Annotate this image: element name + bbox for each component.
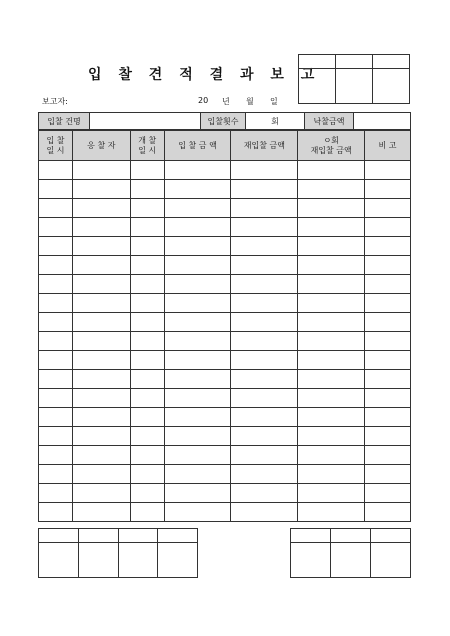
- table-cell[interactable]: [365, 237, 411, 256]
- bid-item-value[interactable]: [90, 113, 201, 130]
- table-cell[interactable]: [298, 446, 365, 465]
- table-cell[interactable]: [39, 446, 73, 465]
- approval-box-bottom-left: [38, 528, 198, 578]
- table-cell[interactable]: [39, 503, 73, 522]
- table-cell[interactable]: [365, 408, 411, 427]
- table-cell[interactable]: [72, 199, 130, 218]
- approval-cell: [291, 529, 331, 543]
- table-cell[interactable]: [72, 332, 130, 351]
- table-cell[interactable]: [231, 465, 298, 484]
- table-cell[interactable]: [164, 218, 231, 237]
- table-cell[interactable]: [164, 446, 231, 465]
- table-cell[interactable]: [164, 427, 231, 446]
- table-cell[interactable]: [72, 180, 130, 199]
- table-cell[interactable]: [130, 389, 164, 408]
- table-row: [39, 256, 411, 275]
- table-cell[interactable]: [130, 332, 164, 351]
- table-cell[interactable]: [130, 180, 164, 199]
- table-row: [39, 484, 411, 503]
- date-day-label: 일: [270, 97, 278, 106]
- approval-cell: [158, 543, 198, 578]
- table-cell[interactable]: [72, 465, 130, 484]
- table-cell[interactable]: [164, 313, 231, 332]
- table-row: [39, 237, 411, 256]
- table-row: [39, 503, 411, 522]
- table-cell[interactable]: [365, 427, 411, 446]
- table-cell[interactable]: [130, 351, 164, 370]
- table-cell[interactable]: [298, 332, 365, 351]
- table-cell[interactable]: [164, 408, 231, 427]
- table-cell[interactable]: [72, 351, 130, 370]
- table-cell[interactable]: [130, 427, 164, 446]
- table-cell[interactable]: [130, 218, 164, 237]
- table-row: [39, 370, 411, 389]
- date-year-label: 년: [222, 97, 230, 106]
- approval-cell: [331, 543, 371, 578]
- table-cell[interactable]: [72, 313, 130, 332]
- table-cell[interactable]: [298, 408, 365, 427]
- approval-cell: [39, 543, 79, 578]
- table-row: [39, 161, 411, 180]
- column-header: 입 찰 일 시: [39, 131, 73, 161]
- date-year-prefix: 20: [198, 96, 209, 105]
- table-cell[interactable]: [231, 294, 298, 313]
- table-row: [39, 180, 411, 199]
- table-cell[interactable]: [231, 370, 298, 389]
- table-cell[interactable]: [365, 199, 411, 218]
- column-header: 비 고: [365, 131, 411, 161]
- table-cell[interactable]: [298, 294, 365, 313]
- table-cell[interactable]: [365, 389, 411, 408]
- table-cell[interactable]: [130, 465, 164, 484]
- table-cell[interactable]: [72, 275, 130, 294]
- table-body: [39, 161, 411, 522]
- table-cell[interactable]: [39, 161, 73, 180]
- approval-cell: [158, 529, 198, 543]
- table-cell[interactable]: [298, 256, 365, 275]
- table-cell[interactable]: [365, 503, 411, 522]
- table-cell[interactable]: [298, 389, 365, 408]
- table-cell[interactable]: [298, 351, 365, 370]
- column-header: ㅇ회 재입찰 금액: [298, 131, 365, 161]
- column-header: 재입찰 금액: [231, 131, 298, 161]
- table-cell[interactable]: [231, 218, 298, 237]
- document-title: 입 찰 견 적 결 과 보 고: [88, 67, 321, 83]
- table-cell[interactable]: [72, 370, 130, 389]
- table-cell[interactable]: [39, 294, 73, 313]
- approval-cell: [371, 529, 411, 543]
- column-header: 응 찰 자: [72, 131, 130, 161]
- table-cell[interactable]: [298, 199, 365, 218]
- approval-cell: [371, 543, 411, 578]
- table-cell[interactable]: [164, 465, 231, 484]
- table-cell[interactable]: [39, 275, 73, 294]
- table-cell[interactable]: [130, 408, 164, 427]
- table-cell[interactable]: [72, 256, 130, 275]
- table-cell[interactable]: [365, 465, 411, 484]
- table-cell[interactable]: [298, 503, 365, 522]
- reporter-label: 보고자:: [42, 97, 68, 106]
- table-cell[interactable]: [365, 332, 411, 351]
- table-cell[interactable]: [298, 427, 365, 446]
- table-cell[interactable]: [164, 199, 231, 218]
- table-cell[interactable]: [39, 484, 73, 503]
- table-row: [39, 351, 411, 370]
- table-cell[interactable]: [130, 161, 164, 180]
- table-cell[interactable]: [365, 218, 411, 237]
- table-cell[interactable]: [72, 237, 130, 256]
- table-cell[interactable]: [365, 161, 411, 180]
- column-header: 입 찰 금 액: [164, 131, 231, 161]
- table-cell[interactable]: [164, 389, 231, 408]
- table-cell[interactable]: [298, 370, 365, 389]
- table-cell[interactable]: [130, 503, 164, 522]
- table-cell[interactable]: [164, 484, 231, 503]
- table-row: [39, 275, 411, 294]
- winning-amount-value[interactable]: [354, 113, 411, 130]
- table-cell[interactable]: [39, 180, 73, 199]
- table-cell[interactable]: [365, 313, 411, 332]
- table-cell[interactable]: [39, 351, 73, 370]
- table-cell[interactable]: [365, 275, 411, 294]
- table-cell[interactable]: [298, 465, 365, 484]
- table-cell[interactable]: [130, 237, 164, 256]
- date-month-label: 월: [246, 97, 254, 106]
- approval-cell: [118, 529, 158, 543]
- table-row: [39, 218, 411, 237]
- table-cell[interactable]: [164, 351, 231, 370]
- table-cell[interactable]: [231, 161, 298, 180]
- table-cell[interactable]: [72, 389, 130, 408]
- approval-box-bottom-right: [290, 528, 411, 578]
- table-row: [39, 427, 411, 446]
- table-cell[interactable]: [72, 503, 130, 522]
- table-cell[interactable]: [231, 256, 298, 275]
- table-cell[interactable]: [231, 408, 298, 427]
- table-cell[interactable]: [39, 256, 73, 275]
- table-cell[interactable]: [365, 294, 411, 313]
- table-cell[interactable]: [231, 446, 298, 465]
- table-cell[interactable]: [231, 313, 298, 332]
- winning-amount-label: 낙찰금액: [305, 113, 354, 130]
- approval-cell: [78, 529, 118, 543]
- table-row: [39, 389, 411, 408]
- approval-cell: [299, 55, 336, 69]
- table-cell[interactable]: [39, 332, 73, 351]
- table-row: [39, 199, 411, 218]
- table-row: [39, 332, 411, 351]
- table-cell[interactable]: [164, 275, 231, 294]
- table-cell[interactable]: [130, 370, 164, 389]
- table-cell[interactable]: [39, 427, 73, 446]
- table-cell[interactable]: [130, 256, 164, 275]
- table-row: [39, 446, 411, 465]
- table-cell[interactable]: [164, 294, 231, 313]
- table-cell[interactable]: [39, 237, 73, 256]
- approval-cell: [118, 543, 158, 578]
- table-cell[interactable]: [298, 218, 365, 237]
- table-cell[interactable]: [72, 218, 130, 237]
- table-cell[interactable]: [164, 256, 231, 275]
- table-cell[interactable]: [365, 370, 411, 389]
- table-cell[interactable]: [365, 446, 411, 465]
- bid-count-label: 입찰횟수: [201, 113, 246, 130]
- approval-cell: [336, 55, 373, 69]
- table-cell[interactable]: [39, 199, 73, 218]
- approval-cell: [336, 69, 373, 104]
- table-cell[interactable]: [231, 199, 298, 218]
- approval-cell: [373, 69, 410, 104]
- approval-cell: [299, 69, 336, 104]
- table-cell[interactable]: [365, 180, 411, 199]
- table-cell[interactable]: [39, 465, 73, 484]
- table-cell[interactable]: [72, 408, 130, 427]
- table-cell[interactable]: [39, 389, 73, 408]
- table-cell[interactable]: [231, 389, 298, 408]
- table-cell[interactable]: [130, 275, 164, 294]
- table-cell[interactable]: [72, 294, 130, 313]
- table-cell[interactable]: [298, 237, 365, 256]
- table-cell[interactable]: [298, 180, 365, 199]
- table-cell[interactable]: [231, 275, 298, 294]
- approval-cell: [291, 543, 331, 578]
- table-cell[interactable]: [231, 180, 298, 199]
- table-cell[interactable]: [365, 351, 411, 370]
- table-cell[interactable]: [231, 237, 298, 256]
- approval-cell: [331, 529, 371, 543]
- bid-results-table: [38, 130, 411, 522]
- table-cell[interactable]: [39, 370, 73, 389]
- column-header: 개 찰 일 시: [130, 131, 164, 161]
- table-cell[interactable]: [164, 237, 231, 256]
- table-cell[interactable]: [298, 313, 365, 332]
- table-cell[interactable]: [39, 313, 73, 332]
- table-cell[interactable]: [130, 199, 164, 218]
- table-cell[interactable]: [298, 161, 365, 180]
- table-cell[interactable]: [231, 484, 298, 503]
- table-cell[interactable]: [130, 484, 164, 503]
- approval-box-top: [298, 54, 410, 104]
- table-row: [39, 408, 411, 427]
- table-cell[interactable]: [130, 313, 164, 332]
- table-cell[interactable]: [298, 275, 365, 294]
- table-header-row: [39, 131, 411, 161]
- table-cell[interactable]: [164, 161, 231, 180]
- table-cell[interactable]: [164, 503, 231, 522]
- table-cell[interactable]: [231, 427, 298, 446]
- bid-info-row: [38, 112, 411, 130]
- table-row: [39, 294, 411, 313]
- table-row: [39, 313, 411, 332]
- table-row: [39, 465, 411, 484]
- approval-cell: [373, 55, 410, 69]
- bid-item-label: 입찰 건명: [39, 113, 90, 130]
- table-cell[interactable]: [164, 370, 231, 389]
- table-cell[interactable]: [164, 180, 231, 199]
- table-cell[interactable]: [72, 446, 130, 465]
- table-cell[interactable]: [231, 332, 298, 351]
- bid-count-value[interactable]: 회: [246, 113, 305, 130]
- table-cell[interactable]: [164, 332, 231, 351]
- table-cell[interactable]: [365, 484, 411, 503]
- table-cell[interactable]: [298, 484, 365, 503]
- table-cell[interactable]: [72, 484, 130, 503]
- table-cell[interactable]: [130, 446, 164, 465]
- table-cell[interactable]: [72, 427, 130, 446]
- table-cell[interactable]: [231, 351, 298, 370]
- approval-cell: [78, 543, 118, 578]
- table-cell[interactable]: [231, 503, 298, 522]
- table-cell[interactable]: [365, 256, 411, 275]
- approval-cell: [39, 529, 79, 543]
- table-cell[interactable]: [39, 408, 73, 427]
- table-cell[interactable]: [39, 218, 73, 237]
- table-cell[interactable]: [72, 161, 130, 180]
- table-cell[interactable]: [130, 294, 164, 313]
